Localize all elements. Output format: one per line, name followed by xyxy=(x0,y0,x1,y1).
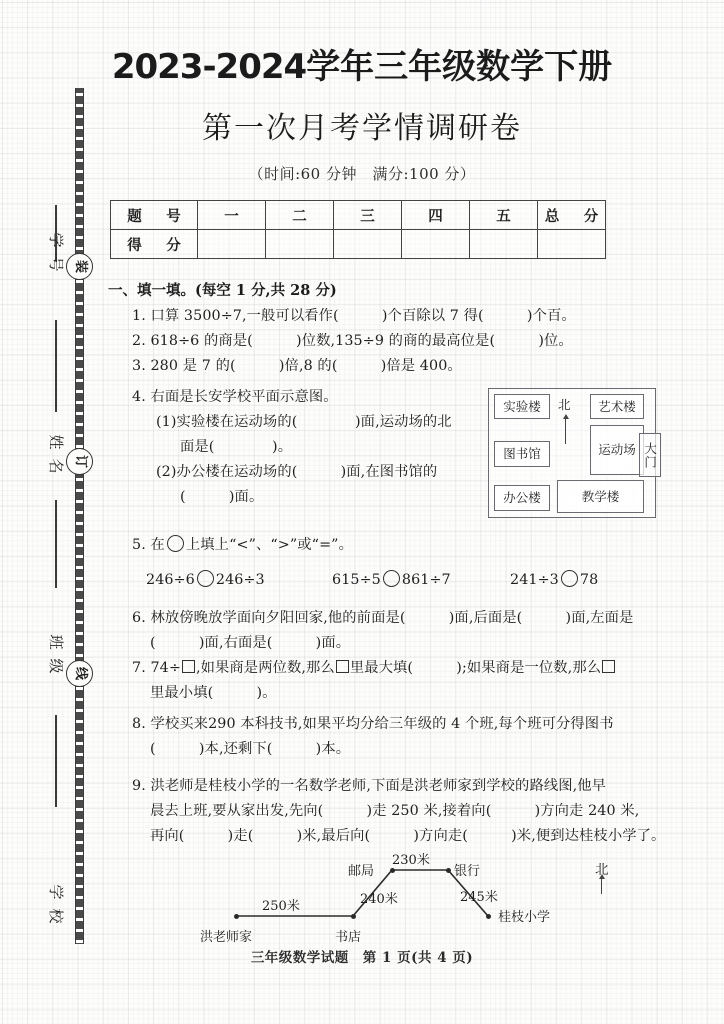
sidebar-label-name xyxy=(45,430,67,478)
page-title-year: 2023-2024 xyxy=(111,47,307,87)
q5-c1-right: 246÷3 xyxy=(215,572,265,588)
route-node-dot-bank xyxy=(446,868,451,873)
school-layout-map xyxy=(488,388,656,518)
question-5-compare-2 xyxy=(332,568,451,593)
q5-c2-right: 861÷7 xyxy=(401,572,451,588)
score-table-col-5: 五 xyxy=(470,201,538,230)
route-node-label-home: 洪老师家 xyxy=(200,930,253,945)
score-cell-total[interactable] xyxy=(538,230,606,259)
square-blank-icon[interactable] xyxy=(182,660,195,673)
route-node-dot-home xyxy=(234,914,239,919)
binding-rule-2 xyxy=(55,320,57,412)
binding-badge-ding: 订 xyxy=(66,448,93,475)
question-7-line-2: 里最小填( )。 xyxy=(150,685,277,701)
sidebar-label-name-char-1: 姓 xyxy=(47,434,65,450)
question-9-line-3: 再向( )走( )米,最后向( )方向走( )米,便到达桂枝小学了。 xyxy=(150,828,666,844)
score-cell-3[interactable] xyxy=(334,230,402,259)
page-title-subject: 学年三年级数学下册 xyxy=(306,47,613,87)
route-distance-post-bank: 230米 xyxy=(392,853,430,868)
score-table-col-2: 二 xyxy=(266,201,334,230)
square-blank-icon[interactable] xyxy=(336,660,349,673)
q5-c3-left: 241÷3 xyxy=(510,572,559,588)
circle-blank-icon[interactable] xyxy=(561,570,578,587)
question-8-line-2: ( )本,还剩下( )本。 xyxy=(150,741,351,757)
binding-badge-zhuang: 装 xyxy=(66,253,93,280)
binding-badge-xian: 线 xyxy=(66,660,93,687)
question-5-prompt xyxy=(132,533,353,558)
score-table xyxy=(110,200,606,259)
map-building-gate: 大门 xyxy=(639,433,661,477)
sidebar-label-student-id-char-1: 学 xyxy=(47,232,65,248)
score-table-col-4: 四 xyxy=(402,201,470,230)
score-table-col-3: 三 xyxy=(334,201,402,230)
map-north-label: 北 xyxy=(558,397,571,412)
map-building-art: 艺术楼 xyxy=(590,394,644,419)
question-1: 1. 口算 3500÷7,一般可以看作( )个百除以 7 得( )个百。 xyxy=(132,308,576,324)
map-building-lab: 实验楼 xyxy=(494,394,550,419)
map-building-office: 办公楼 xyxy=(494,485,550,511)
sidebar-label-school-char-2: 校 xyxy=(47,908,65,924)
question-5-prompt-before: 5. 在 xyxy=(132,537,165,553)
score-cell-1[interactable] xyxy=(198,230,266,259)
circle-blank-icon[interactable] xyxy=(197,570,214,587)
question-4-line-3: 面是( )。 xyxy=(180,439,293,455)
route-node-label-post-office: 邮局 xyxy=(348,864,375,879)
map-building-library: 图书馆 xyxy=(494,441,550,467)
score-cell-5[interactable] xyxy=(470,230,538,259)
sidebar-label-school xyxy=(45,880,67,928)
circle-blank-icon[interactable] xyxy=(383,570,400,587)
route-distance-bank-school: 245米 xyxy=(460,890,498,905)
score-table-col-1: 一 xyxy=(198,201,266,230)
q5-c3-right: 78 xyxy=(579,572,599,588)
page-footer: 三年级数学试题 第 1 页(共 4 页) xyxy=(250,950,474,966)
page-title-line-1 xyxy=(0,46,724,88)
route-diagram xyxy=(200,848,670,948)
map-building-teaching: 教学楼 xyxy=(557,480,644,513)
route-node-dot-school xyxy=(486,914,491,919)
question-2: 2. 618÷6 的商是( )位数,135÷9 的商的最高位是( )位。 xyxy=(132,333,573,349)
q5-c2-left: 615÷5 xyxy=(332,572,381,588)
section-heading-fill-in: 一、填一填。(每空 1 分,共 28 分) xyxy=(108,282,337,299)
score-table-row-label-score: 得 分 xyxy=(111,230,198,259)
question-5-compare-1 xyxy=(146,568,265,593)
score-table-row-label-question: 题 号 xyxy=(111,201,198,230)
table-row-scores xyxy=(111,230,606,259)
route-distance-home-bookstore: 250米 xyxy=(262,899,300,914)
route-north-arrow-icon xyxy=(601,878,602,894)
map-building-playground: 运动场 xyxy=(590,425,644,475)
score-cell-2[interactable] xyxy=(266,230,334,259)
sidebar-label-school-char-1: 学 xyxy=(47,884,65,900)
table-row-question-numbers xyxy=(111,201,606,230)
route-node-dot-post-office xyxy=(390,868,395,873)
question-9-line-2: 晨去上班,要从家出发,先向( )走 250 米,接着向( )方向走 240 米, xyxy=(150,803,640,819)
circle-blank-icon xyxy=(167,535,184,552)
question-5-prompt-after: 上填上“<”、“>”或“=”。 xyxy=(185,537,353,553)
route-node-label-bookstore: 书店 xyxy=(335,930,362,945)
question-9-line-1: 9. 洪老师是桂枝小学的一名数学老师,下面是洪老师家到学校的路线图,他早 xyxy=(132,778,607,794)
question-4-line-5: ( )面。 xyxy=(180,489,264,505)
binding-dashed-line xyxy=(75,88,84,944)
question-6-line-2: ( )面,右面是( )面。 xyxy=(150,635,351,651)
binding-rule-4 xyxy=(55,715,57,807)
q7-part-c: 里最大填( );如果商是一位数,那么 xyxy=(349,660,602,676)
question-7-line-1 xyxy=(132,656,616,681)
north-arrow-icon xyxy=(565,418,566,444)
question-4-line-2: (1)实验楼在运动场的( )面,运动场的北 xyxy=(156,414,452,430)
question-5-compare-3 xyxy=(510,568,598,593)
sidebar-label-class-char-1: 班 xyxy=(47,634,65,650)
question-8-line-1: 8. 学校买来290 本科技书,如果平均分给三年级的 4 个班,每个班可分得图书 xyxy=(132,716,614,732)
question-4-line-4: (2)办公楼在运动场的( )面,在图书馆的 xyxy=(156,464,438,480)
score-table-col-total: 总 分 xyxy=(538,201,606,230)
page-title-line-2: 第一次月考学情调研卷 xyxy=(202,111,522,146)
square-blank-icon[interactable] xyxy=(602,660,615,673)
sidebar-label-class-char-2: 级 xyxy=(47,658,65,674)
sidebar-label-name-char-2: 名 xyxy=(47,458,65,474)
exam-meta-subtitle: （时间:60 分钟 满分:100 分） xyxy=(248,165,476,183)
q7-part-a: 7. 74÷ xyxy=(132,660,181,676)
question-6-line-1: 6. 林放傍晚放学面向夕阳回家,他的前面是( )面,后面是( )面,左面是 xyxy=(132,610,634,626)
q5-c1-left: 246÷6 xyxy=(146,572,195,588)
question-4-line-1: 4. 右面是长安学校平面示意图。 xyxy=(132,389,338,405)
route-distance-bookstore-post: 240米 xyxy=(360,892,398,907)
q7-part-b: ,如果商是两位数,那么 xyxy=(195,660,335,676)
route-node-label-school: 桂枝小学 xyxy=(498,910,551,925)
route-node-label-bank: 银行 xyxy=(454,864,481,879)
sidebar-label-class xyxy=(45,630,67,678)
binding-rule-3 xyxy=(55,500,57,588)
route-north-label: 北 xyxy=(595,862,609,878)
sidebar-label-student-id-char-2: 号 xyxy=(47,256,65,272)
question-3: 3. 280 是 7 的( )倍,8 的( )倍是 400。 xyxy=(132,358,462,374)
route-node-dot-bookstore xyxy=(351,914,356,919)
score-cell-4[interactable] xyxy=(402,230,470,259)
sidebar-label-student-id xyxy=(45,228,67,276)
